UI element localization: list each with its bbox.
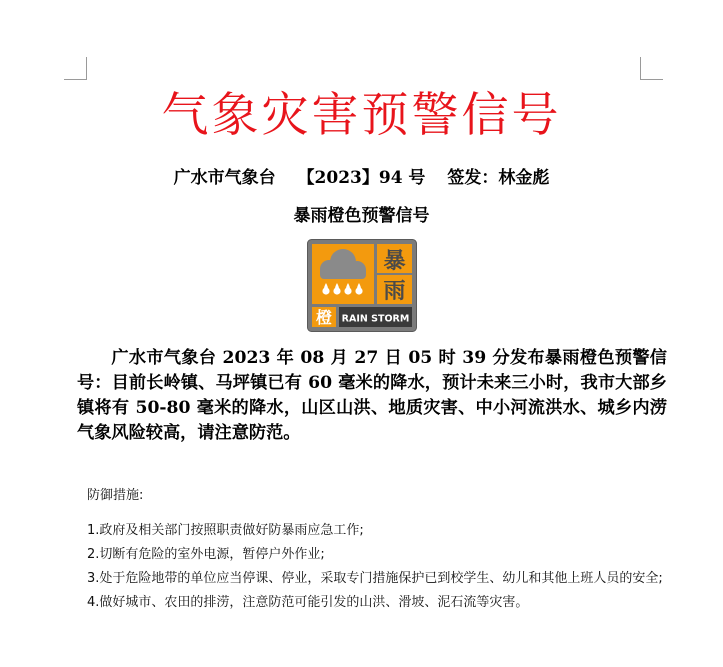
signer: 签发：林金彪 (447, 168, 550, 188)
rainstorm-orange-warning-icon (307, 239, 417, 332)
warning-notice: 广水市气象台 2023 年 08 月 27 日 05 时 39 分发布暴雨橙色预警信号：目前长岭镇、马坪镇已有 60 毫米的降水，预计未来三小时，我市大部乡镇将有 50-80 毫米的降水，山区山洪、地质灾害、中小河流洪水、城乡内涝气象风险较高，请注意防范。 (77, 348, 667, 443)
measure-item: 4.做好城市、农田的排涝，注意防范可能引发的山洪、滑坡、泥石流等灾害。 (87, 595, 529, 610)
measure-item: 3.处于危险地带的单位应当停课、停业，采取专门措施保护已到校学生、幼儿和其他上班人员的安全; (87, 571, 663, 586)
defense-measures (87, 485, 667, 615)
measures-heading: 防御措施: (87, 488, 144, 503)
measure-item: 1.政府及相关部门按照职责做好防暴雨应急工作; (87, 523, 364, 538)
document-number: 【2023】94 号 (297, 168, 426, 188)
signal-level-char: 橙 (315, 308, 333, 327)
warning-subtitle: 暴雨橙色预警信号 (293, 206, 430, 226)
signal-english-label: RAIN STORM (341, 313, 410, 325)
measure-item: 2.切断有危险的室外电源，暂停户外作业; (87, 547, 325, 562)
document-title: 气象灾害预警信号 (161, 88, 562, 143)
signal-char-top: 暴 (383, 249, 406, 274)
issuer-line (0, 164, 723, 192)
issuer-station: 广水市气象台 (173, 168, 276, 188)
signal-char-mid: 雨 (383, 279, 406, 304)
